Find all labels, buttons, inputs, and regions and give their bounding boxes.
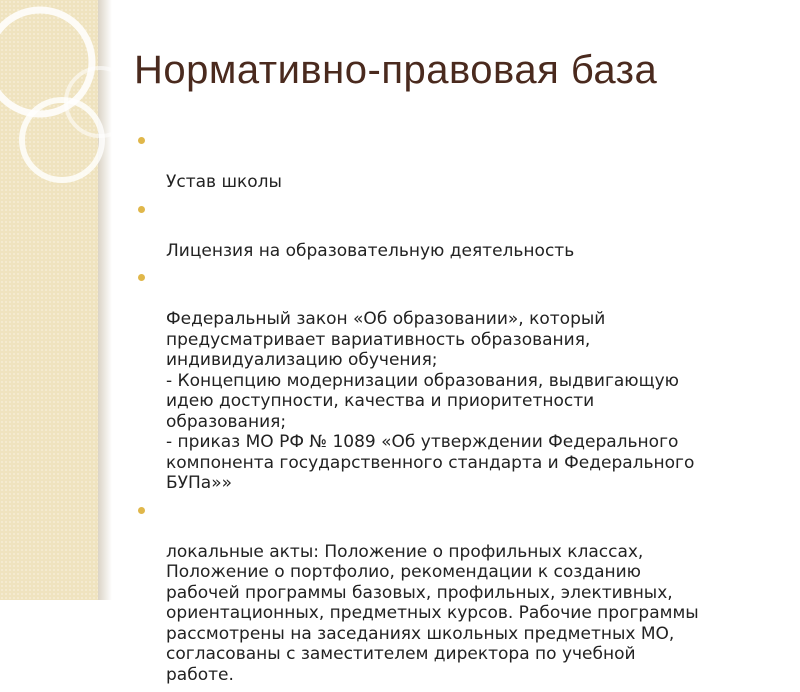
list-item (134, 501, 784, 686)
decorative-circles (0, 0, 140, 220)
list-item-text: Федеральный закон «Об образовании», который предусматривает вариативность образования, индивидуализацию обучения; - Концепцию модернизации образования, выдвигающую идею доступности, качества и приоритетности образования; - приказ МО РФ № 1089 «Об утверждении Федерального компонента государственного стандарта и Федерального БУПа»» (166, 309, 695, 493)
bullet-icon (138, 137, 145, 144)
list-item (134, 268, 784, 494)
bullet-icon (138, 507, 145, 514)
bullet-icon (138, 274, 145, 281)
bullet-icon (138, 206, 145, 213)
bullet-list (134, 131, 784, 692)
page-title: Нормативно-правовая база (134, 48, 658, 92)
list-item (134, 200, 784, 262)
list-item-text: Устав школы (166, 172, 282, 192)
list-item-text: локальные акты: Положение о профильных классах, Положение о портфолио, рекомендации к созданию рабочей программы базовых, профильных, элективных, ориентационных, предметных курсов. Рабочие программы рассмотрены на заседаниях школьных предметных МО, согласованы с заместителем директора по учебной работе. (166, 541, 699, 685)
list-item (134, 131, 784, 193)
list-item-text: Лицензия на образовательную деятельность (166, 240, 575, 261)
